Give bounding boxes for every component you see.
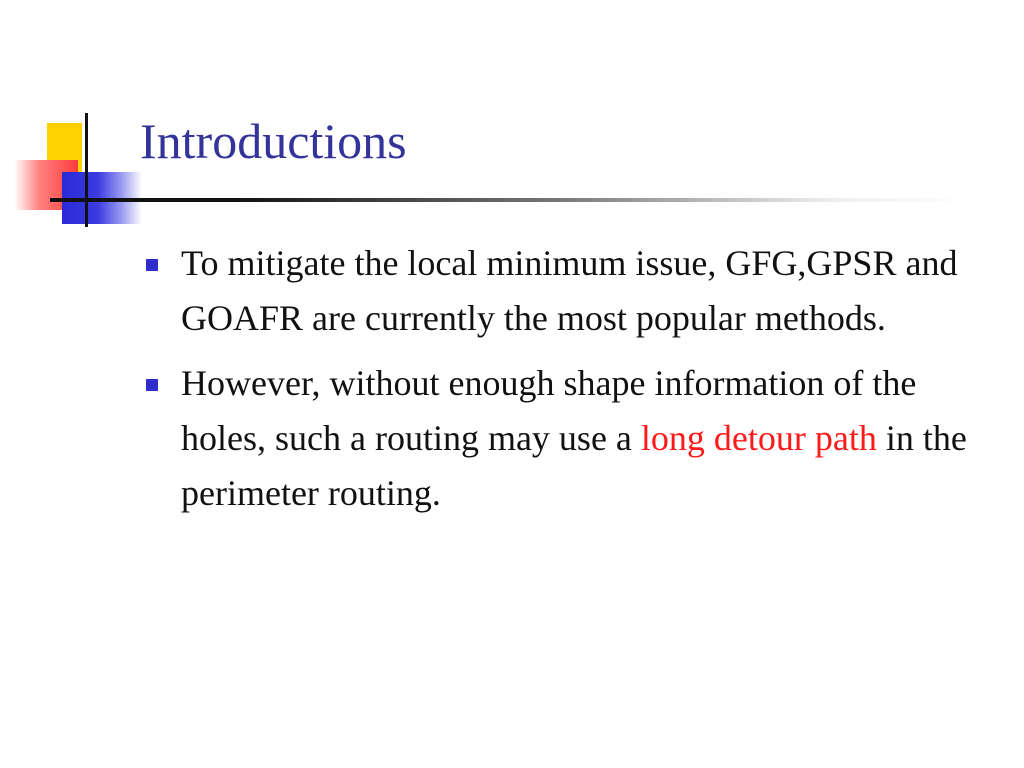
square-bullet-icon xyxy=(146,379,158,391)
bullet-item-2 xyxy=(146,356,1006,521)
bullet-list xyxy=(146,236,1006,531)
bullet-text-1: To mitigate the local minimum issue, GFG,GPSR and GOAFR are currently the most popular methods. xyxy=(181,243,958,338)
slide-title: Introductions xyxy=(140,113,407,169)
bullet-text-2-after: in the perimeter routing. xyxy=(181,418,967,513)
square-bullet-icon xyxy=(146,259,158,271)
title-underline xyxy=(50,198,970,202)
bullet-item-1 xyxy=(146,236,1006,346)
bullet-highlight-long-detour-path: long detour path xyxy=(640,418,877,458)
bullet-text-2-before: However, without enough shape information of the holes, such a routing may use a xyxy=(181,363,917,458)
logo-vertical-line xyxy=(85,113,88,227)
